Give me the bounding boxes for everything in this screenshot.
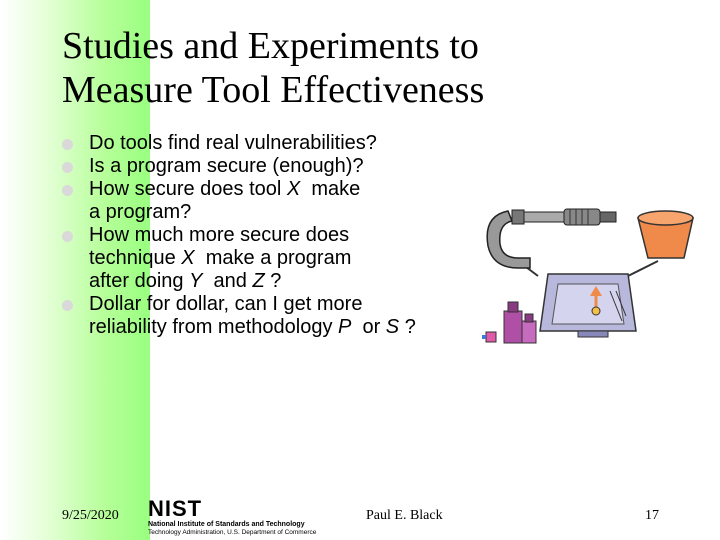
nist-logo [148,498,348,540]
bullet-dot-icon [62,162,73,173]
measurement-scale-icon [478,196,698,354]
nist-logo-word: NIST [148,496,203,521]
bullet-text: ? [399,316,416,338]
bullet-item [62,178,532,224]
bullet-line [89,178,532,201]
bullet-text: Do tools find real vulnerabilities? [89,132,377,154]
bullet-variable: X [286,178,301,200]
bullet-text: technique [89,247,182,269]
slide-title [62,24,682,112]
title-line-2: Measure Tool Effectiveness [62,69,485,111]
footer-author: Paul E. Black [366,508,443,523]
bullet-variable: S [385,316,400,338]
footer-date: 9/25/2020 [62,508,119,523]
bullet-text: a program? [89,201,192,223]
bullet-dot-icon [62,139,73,150]
bullet-text: Dollar for dollar, can I get more [89,293,363,315]
bullet-text: make [300,178,361,200]
title-line-1: Studies and Experiments to [62,25,479,67]
bullet-variable: X [181,247,195,269]
bullet-text: reliability from methodology [89,316,338,338]
bullet-line [89,270,532,293]
bullet-variable: P [338,316,352,338]
bullet-line [89,224,532,247]
bullet-line [89,293,532,316]
bullet-text: ? [264,270,282,292]
nist-logo-line1: National Institute of Standards and Technology [148,521,305,528]
bullet-item [62,155,532,178]
footer-page-number: 17 [645,508,659,523]
bullet-text: and [202,270,253,292]
bullet-item [62,293,532,339]
bullet-dot-icon [62,185,73,196]
bullet-line [89,247,532,270]
bullet-item [62,132,532,155]
bullet-text: or [351,316,386,338]
bullet-text: after doing [89,270,190,292]
bullet-dot-icon [62,300,73,311]
bullet-text: make a program [194,247,352,269]
bullet-line [89,155,532,178]
bullet-text: How secure does tool [89,178,287,200]
bullet-dot-icon [62,231,73,242]
bullet-text: Is a program secure (enough)? [89,155,364,177]
bullet-line [89,201,532,224]
nist-logo-line2: Technology Administration, U.S. Department of Commerce [148,529,317,536]
bullet-line [89,316,532,339]
bullet-item [62,224,532,293]
bullet-variable: Y [189,270,203,292]
bullet-list [62,132,532,339]
bullet-line [89,132,532,155]
bullet-variable: Z [252,270,265,292]
bullet-text: How much more secure does [89,224,350,246]
